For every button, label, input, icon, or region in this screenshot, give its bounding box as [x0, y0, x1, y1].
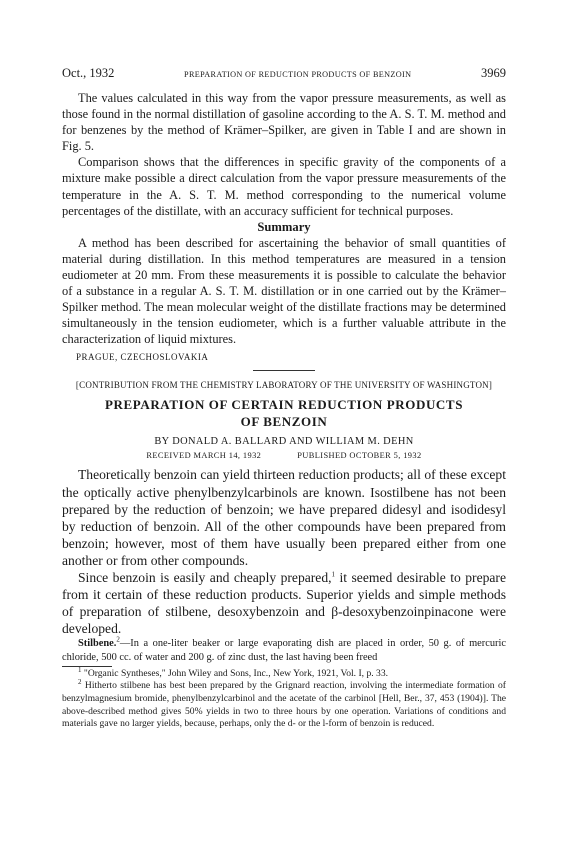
footnote-text: "Organic Syntheses," John Wiley and Sons, Inc., New York, 1921, Vol. I, p. 33.: [81, 667, 389, 679]
footnote-number: 1: [78, 665, 82, 674]
header-date: Oct., 1932: [62, 66, 115, 80]
body-paragraph: The values calculated in this way from the vapor pressure measurements, as well as those found in the normal distillation of gasoline according to the A. S. T. M. method and for benzenes by the method of Krämer–Spilker, are given in Table I and are shown in Fig. 5.: [62, 91, 506, 154]
footnote-number: 2: [78, 678, 82, 687]
footnote-ref: 2: [116, 635, 120, 644]
author-location: PRAGUE, CZECHOSLOVAKIA: [76, 352, 209, 363]
journal-page: [62, 66, 506, 731]
body-paragraph: Comparison shows that the differences in specific gravity of the components of a mixture make possible a direct calculation from the vapor pressure measurements of the temperature in the A. S. T. M. method corresponding to the numerical volume percentages of the distillate, with an accuracy sufficient for technical purposes.: [62, 155, 506, 218]
footnote-text: Hitherto stilbene has best been prepared by the Grignard reaction, involving the intermediate formation of benzylmagnesium bromide, phenylbenzylcarbinol and the acetate of the carbinol [Hell, Ber., 37, 453 (1904)]. The above-described method gives 50% yields in two to three hours by one operation. Variations of conditions and materials gave no larger yields, because, perhaps, only the d- or the l-form of benzoin is reduced.: [62, 680, 506, 730]
received-date: RECEIVED MARCH 14, 1932: [146, 451, 262, 461]
author-byline: BY DONALD A. BALLARD AND WILLIAM M. DEHN: [154, 436, 414, 448]
stilbene-label: Stilbene.: [78, 638, 117, 650]
summary-paragraph: A method has been described for ascertaining the behavior of small quantities of material during distillation. In this method temperatures are measured in a tension eudiometer at 20 mm. From these measurements it is possible to calculate the behavior of a substance in a regular A. S. T. M. distillation or in one carried out by the Krämer–Spilker method. The mean molecular weight of the distillate fractions may be determined simultaneously in the tension eudiometer, which is a further valuable attribute in the characterization of liquid mixtures.: [62, 235, 506, 347]
footnote: [62, 680, 506, 730]
summary-heading: Summary: [257, 219, 311, 234]
text-run: —In a one-liter beaker or large evaporating dish are placed in order, 50 g. of mercuric chloride, 500 cc. of water and 200 g. of zinc dust, the last having been freed: [62, 638, 506, 663]
published-date: PUBLISHED OCTOBER 5, 1932: [297, 451, 422, 461]
article-dates: [62, 450, 506, 462]
running-header: [62, 66, 506, 81]
body-paragraph: [62, 569, 506, 637]
text-run: Since benzoin is easily and cheaply prepared,: [78, 569, 332, 585]
text-run: it seemed desirable to prepare from it certain of these reduction products. Superior yields and simple methods of preparation of stilbene, desoxybenzoin and β-desoxybenzoinpinacone were developed.: [62, 569, 506, 637]
article-title-line: OF BENZOIN: [240, 414, 328, 430]
footnote: [62, 665, 506, 681]
article-title: [62, 396, 506, 430]
contribution-line: [CONTRIBUTION FROM THE CHEMISTRY LABORATORY OF THE UNIVERSITY OF WASHINGTON]: [75, 380, 493, 391]
footnote-ref: 1: [331, 570, 336, 579]
article-title-line: PREPARATION OF CERTAIN REDUCTION PRODUCTS: [104, 397, 464, 413]
experimental-paragraph: [62, 637, 506, 663]
footnote-divider: [62, 666, 112, 667]
section-divider: [253, 370, 315, 371]
body-paragraph: Theoretically benzoin can yield thirteen reduction products; all of these except the optically active phenylbenzylcarbinols are known. Isostilbene has not been prepared by the reduction of benzoin; we have prepared didesyl and isodidesyl by reduction of benzoin. All of the other compounds have been prepared from benzoin; however, most of them have usually been prepared either from one another or from other compounds.: [62, 467, 506, 568]
header-running-title: PREPARATION OF REDUCTION PRODUCTS OF BENZOIN: [184, 70, 412, 79]
header-page-number: 3969: [480, 66, 506, 80]
